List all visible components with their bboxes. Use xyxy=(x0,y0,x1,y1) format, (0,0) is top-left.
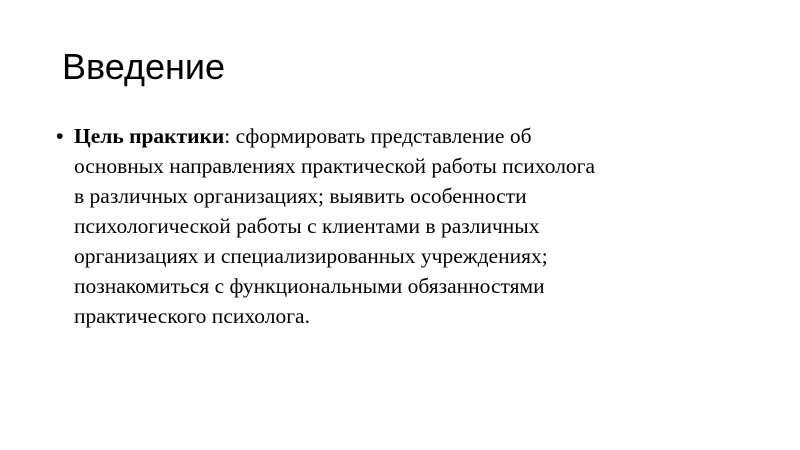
bullet-line-2: основных направлениях практической работы психолога xyxy=(74,154,596,178)
bullet-line-7: практического психолога. xyxy=(74,304,310,328)
bullet-line-3: в различных организациях; выявить особенности xyxy=(74,184,527,208)
slide-title: Введение xyxy=(62,46,226,87)
bullet-line-4: психологической работы с клиентами в различных xyxy=(74,214,540,238)
bullet-line-1 xyxy=(74,121,746,151)
bullet-label: Цель практики xyxy=(74,124,225,148)
bullet-line-6: познакомиться с функциональными обязанностями xyxy=(74,274,545,298)
bullet-marker: • xyxy=(56,124,64,148)
bullet-line-5: организациях и специализированных учреждениях; xyxy=(74,244,548,268)
bullet-text xyxy=(74,121,746,331)
bullet-item xyxy=(56,121,746,331)
bullet-line-1-rest: : сформировать представление об xyxy=(224,124,532,148)
